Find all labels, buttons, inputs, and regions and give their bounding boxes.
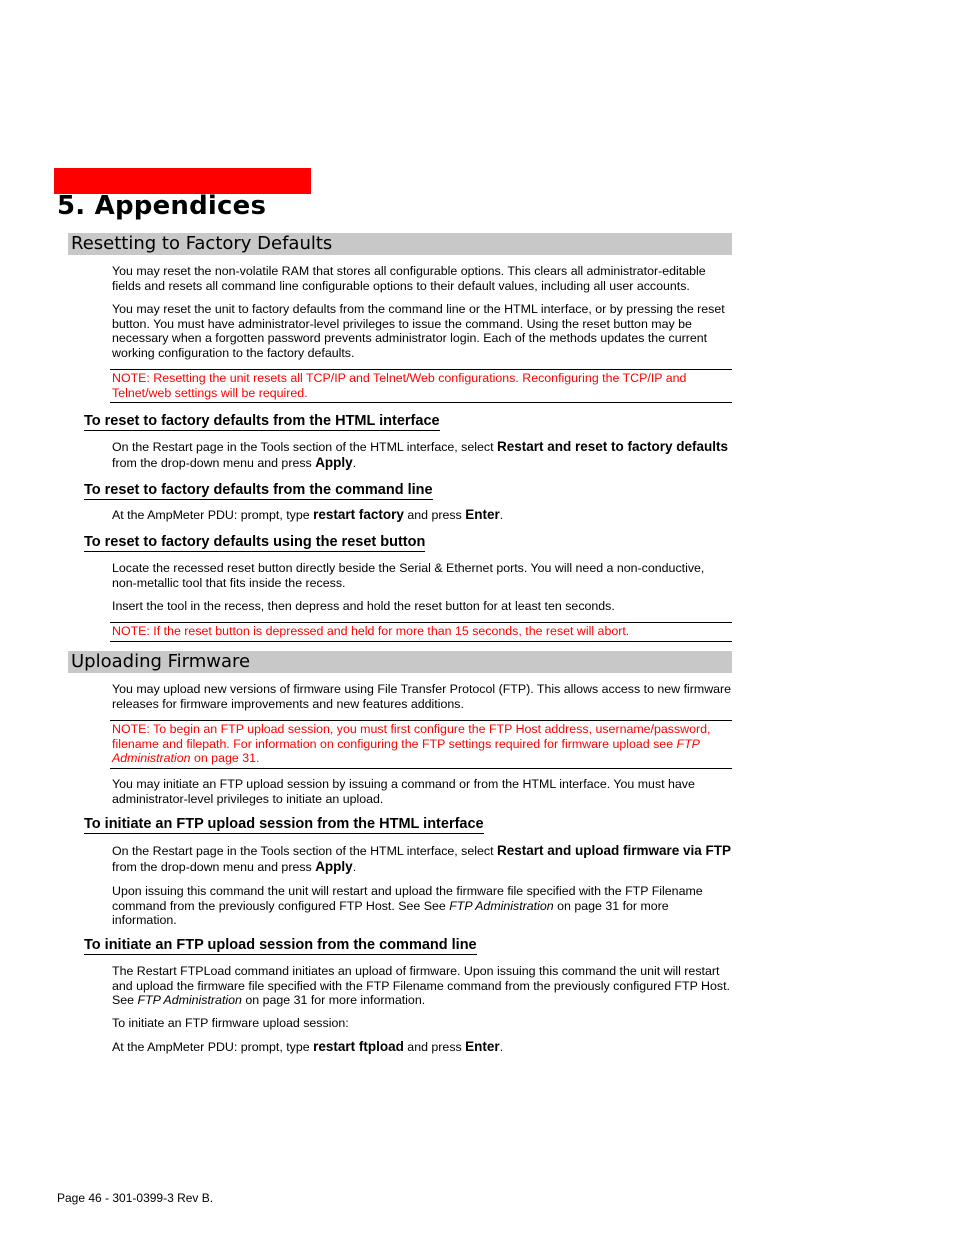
ftp-cmd-prompt-paragraph <box>112 1040 732 1055</box>
text-run: On the Restart page in the Tools section of the HTML interface, select <box>112 440 497 454</box>
text-run: At the AmpMeter PDU: prompt, type <box>112 1040 314 1054</box>
text-run: and press <box>403 508 466 522</box>
subheading-reset-html: To reset to factory defaults from the HTML interface <box>84 413 440 429</box>
text-run: At the AmpMeter PDU: prompt, type <box>112 508 314 522</box>
reset-cmd-paragraph <box>112 508 732 523</box>
cross-reference: FTP Administration <box>137 993 242 1007</box>
ftp-config-note <box>110 720 732 769</box>
firmware-intro-paragraph: You may upload new versions of firmware using File Transfer Protocol (FTP). This allows access to new firmware releases for firmware improvements and new features additions. <box>112 682 732 711</box>
subheading-reset-cmd: To reset to factory defaults from the command line <box>84 482 433 498</box>
chapter-title: 5. Appendices <box>57 191 267 221</box>
ftp-html-result-paragraph <box>112 884 732 928</box>
reset-abort-note: NOTE: If the reset button is depressed and held for more than 15 seconds, the reset will abort. <box>110 622 732 642</box>
subheading-reset-button: To reset to factory defaults using the reset button <box>84 534 426 550</box>
text-run: on page 31 for more information. <box>241 993 426 1007</box>
enter-key-name: Enter <box>465 507 500 522</box>
text-run: on page 31. <box>190 751 260 765</box>
text-run: Upon issuing this command the unit will restart and upload the firmware file specified with the FTP Filename command from the previously configured FTP Host. See See <box>112 884 703 913</box>
ftp-cmd-paragraph <box>112 964 732 1008</box>
reset-button-hold-paragraph: Insert the tool in the recess, then depress and hold the reset button for at least ten seconds. <box>112 599 615 613</box>
reset-tcpip-note: NOTE: Resetting the unit resets all TCP/IP and Telnet/Web configurations. Reconfiguring the TCP/IP and Telnet/web settings will be required. <box>110 369 732 403</box>
reset-intro-paragraph: You may reset the non-volatile RAM that stores all configurable options. This clears all administrator-editable fields and resets all command line configurable options to their default values, including all user accounts. <box>112 264 706 293</box>
section-heading-firmware: Uploading Firmware <box>68 651 732 673</box>
reset-button-locate-paragraph: Locate the recessed reset button directly beside the Serial & Ethernet ports. You will need a non-conductive, non-metallic tool that fits inside the recess. <box>112 561 705 590</box>
menu-option-name: Restart and upload firmware via FTP <box>497 843 732 858</box>
text-run: . <box>352 456 357 470</box>
reset-methods-paragraph: You may reset the unit to factory defaults from the command line or the HTML interface, or by pressing the reset button. You must have administrator-level privileges to issue the command. Using the reset button may be necessary when a forgotten password prevents administrator login. Each of the methods updates the current working configuration to the factory defaults. <box>112 302 725 360</box>
firmware-initiate-paragraph: You may initiate an FTP upload session by issuing a command or from the HTML interface. You must have administrator-level privileges to initiate an upload. <box>112 777 695 806</box>
subheading-ftp-cmd: To initiate an FTP upload session from the command line <box>84 937 477 953</box>
text-run: On the Restart page in the Tools section of the HTML interface, select <box>112 844 497 858</box>
text-run: The Restart FTPLoad command initiates an upload of firmware. Upon issuing this command the unit will restart and upload the firmware file specified with the FTP Filename command from the previously configured FTP Host. See <box>112 964 730 1007</box>
ftp-html-paragraph <box>112 843 732 875</box>
subheading-ftp-html: To initiate an FTP upload session from the HTML interface <box>84 816 484 832</box>
command-name: restart ftpload <box>313 1039 404 1054</box>
text-run: from the drop-down menu and press <box>112 456 316 470</box>
cross-reference: FTP Administration <box>449 898 554 913</box>
ftp-cmd-intro-paragraph: To initiate an FTP firmware upload session: <box>112 1016 349 1030</box>
text-run: . <box>499 508 504 522</box>
text-run: . <box>499 1040 504 1054</box>
text-run: and press <box>403 1040 466 1054</box>
apply-button-name: Apply <box>315 859 353 874</box>
text-run: . <box>352 860 357 874</box>
apply-button-name: Apply <box>315 455 353 470</box>
text-run: from the drop-down menu and press <box>112 860 316 874</box>
reset-html-paragraph <box>112 439 732 471</box>
command-name: restart factory <box>313 507 404 522</box>
section-heading-reset: Resetting to Factory Defaults <box>68 233 732 255</box>
text-run: NOTE: To begin an FTP upload session, you must first configure the FTP Host address, username/password, filename and filepath. For information on configuring the FTP settings required for firmware upload see <box>112 722 711 751</box>
enter-key-name: Enter <box>465 1039 500 1054</box>
cross-reference: FTP Administration <box>112 736 700 765</box>
text-run: on page 31 for more information. <box>112 898 669 927</box>
page-footer: Page 46 - 301-0399-3 Rev B. <box>57 1191 214 1205</box>
menu-option-name: Restart and reset to factory defaults <box>497 439 729 454</box>
